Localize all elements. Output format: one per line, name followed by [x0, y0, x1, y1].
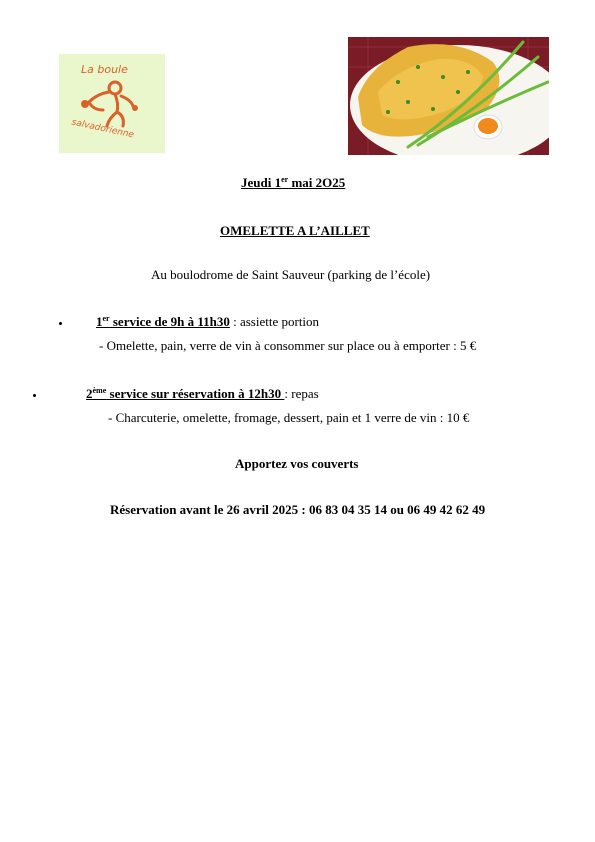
service-2-heading — [86, 386, 319, 402]
service-2-detail: - Charcuterie, omelette, fromage, dessert, pain et 1 verre de vin : 10 € — [108, 410, 470, 425]
service-1-number: 1 — [96, 314, 103, 329]
omelette-photo — [348, 37, 549, 155]
event-location: Au boulodrome de Saint Sauveur (parking de l’école) — [151, 267, 431, 282]
service-2-time: service sur réservation à 12h30 — [106, 386, 285, 401]
omelette-image-icon — [348, 37, 549, 155]
bullet-2 — [33, 394, 36, 397]
date-prefix: Jeudi 1 — [241, 175, 282, 190]
service-1-heading — [96, 314, 319, 330]
date-suffix: mai 2O25 — [288, 175, 346, 190]
service-2-sup: ème — [92, 386, 107, 395]
date-sup: er — [281, 175, 289, 184]
service-2-after: : repas — [284, 386, 319, 401]
service-1-after: : assiette portion — [229, 314, 320, 329]
logo-line-1: La boule — [81, 63, 128, 76]
service-1-detail: - Omelette, pain, verre de vin à consommer sur place ou à emporter : 5 € — [99, 338, 477, 353]
service-2-number: 2 — [86, 386, 93, 401]
bullet-1 — [59, 322, 62, 325]
event-date — [241, 175, 345, 191]
logo-line-2: salvadorienne — [70, 117, 135, 141]
event-title: OMELETTE A L’AILLET — [220, 223, 370, 238]
service-1-sup: er — [102, 314, 110, 323]
service-2-title — [86, 386, 284, 401]
club-logo — [59, 54, 165, 153]
bring-cutlery-note: Apportez vos couverts — [235, 456, 359, 471]
reservation-info: Réservation avant le 26 avril 2025 : 06 83 04 35 14 ou 06 49 42 62 49 — [110, 502, 486, 517]
service-1-time: service de 9h à 11h30 — [109, 314, 230, 329]
service-1-title — [96, 314, 230, 329]
